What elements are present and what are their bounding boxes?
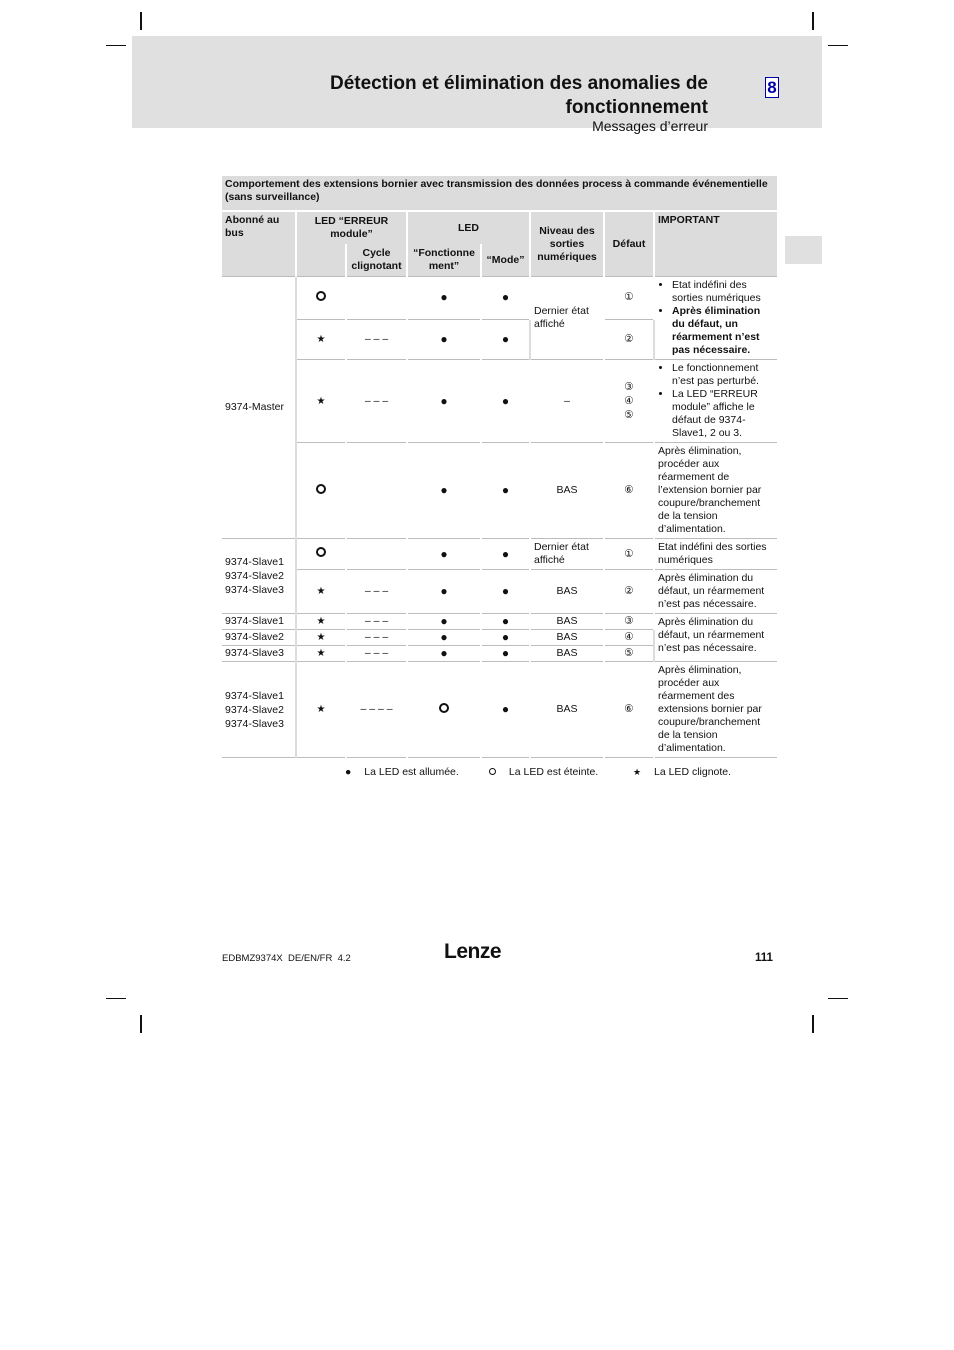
cycle-cell	[346, 277, 407, 320]
led-blink-icon: ★	[296, 646, 346, 662]
table-caption: Comportement des extensions bornier avec transmission des données process à commande événementielle (sans surveillance)	[222, 176, 778, 211]
header-niveau: Niveau des sorties numériques	[530, 211, 604, 277]
niveau-cell: BAS	[530, 662, 604, 758]
led-blink-icon: ★	[296, 570, 346, 614]
defaut-cell: ②	[604, 570, 654, 614]
niveau-cell: Dernier état affiché	[530, 539, 604, 570]
led-on-icon	[481, 539, 530, 570]
page-title: Détection et élimination des anomalies de fonctionnement	[330, 73, 708, 118]
led-error-cell	[296, 277, 346, 320]
header-bus: Abonné au bus	[222, 211, 296, 277]
led-on-icon	[407, 277, 481, 320]
crop-mark	[812, 1015, 814, 1033]
bus-cell: 9374-Slave1	[222, 614, 296, 630]
slave-label: 9374-Slave1	[225, 689, 284, 702]
defaut-cell: ③	[604, 614, 654, 630]
slave-label: 9374-Slave2	[225, 570, 284, 582]
led-on-icon	[407, 319, 481, 360]
bus-cell-slaves	[222, 539, 296, 614]
led-on-icon	[407, 360, 481, 443]
led-on-icon	[407, 630, 481, 646]
led-on-icon	[481, 614, 530, 630]
led-on-icon	[407, 570, 481, 614]
slave-label: 9374-Slave1	[225, 556, 284, 568]
cycle-cell: – – –	[346, 646, 407, 662]
cycle-cell: – – –	[346, 614, 407, 630]
led-on-icon	[407, 539, 481, 570]
led-on-icon	[481, 277, 530, 320]
header-led-error: LED “ERREUR module”	[296, 211, 407, 244]
led-on-icon	[481, 443, 530, 539]
led-error-cell	[296, 539, 346, 570]
legend-blink	[633, 766, 731, 778]
header-defaut: Défaut	[604, 211, 654, 277]
important-cell: Etat indéfini des sorties numériques	[654, 539, 778, 570]
error-table	[222, 176, 779, 758]
legend-off-label: La LED est éteinte.	[508, 766, 599, 778]
important-item: • La LED “ERREUR module” affiche le défaut de 9374-Slave1, 2 ou 3.	[672, 388, 774, 440]
defaut-cell: ⑥	[604, 662, 654, 758]
chapter-tab	[785, 236, 822, 264]
important-cell: Après élimination, procéder aux réarmement des extensions bornier par coupure/branchement de la tension d’alimentation.	[654, 662, 778, 758]
page-subtitle: Messages d’erreur	[592, 118, 708, 134]
bus-cell: 9374-Slave2	[222, 630, 296, 646]
led-on-icon	[481, 646, 530, 662]
defaut-cell: ⑤	[604, 646, 654, 662]
crop-mark	[106, 998, 126, 999]
cycle-cell	[346, 443, 407, 539]
legend-blink-label: La LED clignote.	[654, 766, 732, 778]
led-off-icon	[316, 547, 326, 557]
crop-mark	[828, 998, 848, 999]
bus-cell-master: 9374-Master	[222, 277, 296, 539]
slave-label: 9374-Slave3	[225, 717, 284, 730]
led-off-icon	[489, 768, 496, 775]
cycle-cell: – – –	[346, 360, 407, 443]
led-blink-icon: ★	[296, 360, 346, 443]
important-item: • Le fonctionnement n’est pas perturbé.	[672, 362, 774, 388]
crop-mark	[812, 12, 814, 30]
niveau-cell: –	[530, 360, 604, 443]
led-off-icon	[439, 703, 449, 713]
cycle-cell	[346, 539, 407, 570]
niveau-cell: BAS	[530, 443, 604, 539]
led-blink-icon: ★	[633, 767, 642, 777]
defaut-cell: ④	[604, 630, 654, 646]
important-cell: Après élimination, procéder aux réarmement de l’extension bornier par coupure/branchement de la tension d’alimentation.	[654, 443, 778, 539]
header-led: LED	[407, 211, 530, 244]
legend-off	[489, 766, 598, 778]
cycle-cell: – – –	[346, 630, 407, 646]
lenze-logo: Lenze	[444, 940, 502, 963]
important-cell	[654, 277, 778, 360]
important-item: • Après élimination du défaut, un réarmement n’est pas nécessaire.	[672, 305, 774, 357]
led-on-icon	[481, 630, 530, 646]
crop-mark	[828, 45, 848, 46]
led-blink-icon: ★	[296, 662, 346, 758]
niveau-cell: BAS	[530, 646, 604, 662]
defaut-cell: ③ ④ ⑤	[604, 360, 654, 443]
led-error-cell	[407, 662, 481, 758]
defaut-cell: ①	[604, 539, 654, 570]
important-cell: Après élimination du défaut, un réarmement n’est pas nécessaire.	[654, 614, 778, 662]
important-cell	[654, 360, 778, 443]
crop-mark	[106, 45, 126, 46]
led-blink-icon: ★	[296, 630, 346, 646]
led-off-icon	[316, 291, 326, 301]
important-cell: Après élimination du défaut, un réarmement n’est pas nécessaire.	[654, 570, 778, 614]
defaut-cell: ⑥	[604, 443, 654, 539]
led-on-icon	[481, 319, 530, 360]
slave-label: 9374-Slave3	[225, 584, 284, 596]
led-on-icon	[407, 646, 481, 662]
document-id: EDBMZ9374X DE/EN/FR 4.2	[222, 953, 351, 964]
niveau-cell: BAS	[530, 614, 604, 630]
cycle-cell: – – – –	[346, 662, 407, 758]
crop-mark	[140, 12, 142, 30]
header-mode: “Mode”	[481, 244, 530, 277]
header-cycle: Cycle clignotant	[346, 244, 407, 277]
led-on-icon: ●	[345, 766, 352, 778]
led-blink-icon: ★	[296, 614, 346, 630]
niveau-cell: Dernier état affiché	[530, 277, 604, 360]
led-error-cell	[296, 443, 346, 539]
defaut-cell: ①	[604, 277, 654, 320]
slave-label: 9374-Slave2	[225, 703, 284, 716]
bus-cell-slaves	[222, 662, 296, 758]
led-on-icon	[481, 360, 530, 443]
cycle-cell: – – –	[346, 319, 407, 360]
page-number: 111	[755, 952, 773, 964]
chapter-number: 8	[765, 77, 779, 98]
niveau-cell: BAS	[530, 570, 604, 614]
header-spacer	[296, 244, 346, 277]
legend-on-label: La LED est allumée.	[364, 766, 459, 778]
legend-on	[345, 766, 459, 778]
led-on-icon	[407, 614, 481, 630]
cycle-cell: – – –	[346, 570, 407, 614]
defaut-cell: ②	[604, 319, 654, 360]
led-on-icon	[481, 662, 530, 758]
led-off-icon	[316, 484, 326, 494]
header-fonctionnement: “Fonctionne ment”	[407, 244, 481, 277]
important-item: • Etat indéfini des sorties numériques	[672, 279, 774, 305]
niveau-cell: BAS	[530, 630, 604, 646]
led-on-icon	[407, 443, 481, 539]
crop-mark	[140, 1015, 142, 1033]
header-important: IMPORTANT	[654, 211, 778, 277]
led-blink-icon: ★	[296, 319, 346, 360]
bus-cell: 9374-Slave3	[222, 646, 296, 662]
led-on-icon	[481, 570, 530, 614]
